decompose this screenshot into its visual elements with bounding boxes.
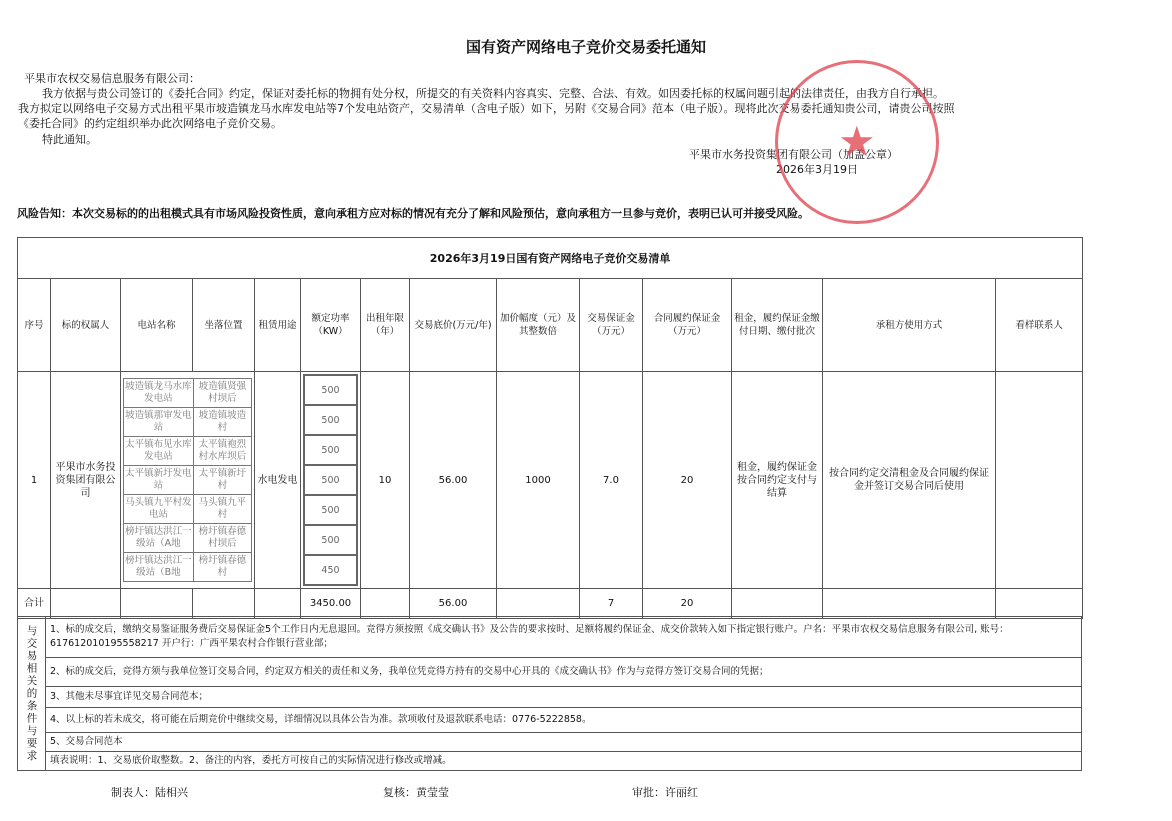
condition-item: 2、标的成交后，竞得方须与我单位签订交易合同，约定双方相关的责任和义务，我单位凭竞得方持有的交易中心开具的《成交确认书》作为与竞得方签订交易合同的凭据； [46,658,1082,687]
cell-use-mode: 按合同约定交清租金及合同履约保证金并签订交易合同后使用 [823,372,996,589]
list-item [124,408,252,437]
station-power: 500 [304,435,357,465]
station-location: 太平镇袍烈村水库坝后 [193,437,251,466]
header-cell: 额定功率（KW） [301,279,361,372]
list-item [124,553,252,582]
table-title: 2026年3月19日国有资产网络电子竞价交易清单 [18,238,1083,279]
station-name: 太平镇布见水库发电站 [124,437,194,466]
header-cell: 承租方使用方式 [823,279,996,372]
cell-increment: 1000 [497,372,580,589]
station-list [123,378,252,582]
station-power: 500 [304,405,357,435]
letter-paragraph-2b: 《委托合同》的约定组织举办此次网络电子竞价交易。 [18,117,282,130]
station-name: 榜圩镇达洪江一级站（A地 [124,524,194,553]
table-row [18,372,1083,589]
power-list [303,374,358,586]
station-list-cell [121,372,255,589]
letter-paragraph-1: 我方依据与贵公司签订的《委托合同》约定，保证对委托标的物拥有处分权，所提交的有关资料内容真实、完整、合法、有效。如因委托标的权属问题引起的法律责任，由我方自行承担。 [42,87,944,100]
header-cell: 出租年限（年） [361,279,410,372]
letter-closing: 特此通知。 [42,133,97,146]
station-location: 坡造镇贤强村坝后 [193,379,251,408]
station-power: 500 [304,525,357,555]
conditions-label: 与交易相关的条件与要求 [18,617,46,771]
station-location: 榜圩镇春德村 [193,553,251,582]
station-location: 太平镇新圩村 [193,466,251,495]
station-name: 榜圩镇达洪江一级站（B地 [124,553,194,582]
page-title: 国有资产网络电子竞价交易委托通知 [465,38,706,56]
header-cell: 租赁用途 [255,279,301,372]
station-power: 500 [304,375,357,405]
header-cell: 电站名称 [121,279,193,372]
cell-usage: 水电发电 [255,372,301,589]
station-name: 坡造镇那审发电站 [124,408,194,437]
signature-reviewer: 复核：黄莹莹 [383,786,449,799]
cell-price: 56.00 [410,372,497,589]
condition-item: 5、交易合同范本 [46,733,1082,752]
cell-years: 10 [361,372,410,589]
list-item [124,437,252,466]
transaction-table [17,237,1083,619]
total-row [18,589,1083,619]
greeting: 平果市农权交易信息服务有限公司： [24,72,200,85]
header-cell: 序号 [18,279,51,372]
station-name: 马头镇九平村发电站 [124,495,194,524]
list-item [124,466,252,495]
condition-item: 3、其他未尽事宜详见交易合同范本； [46,687,1082,708]
cell-payment: 租金，履约保证金按合同约定支付与结算 [732,372,823,589]
official-seal [775,60,939,224]
list-item [124,495,252,524]
header-cell: 看样联系人 [996,279,1083,372]
station-name: 太平镇新圩发电站 [124,466,194,495]
letter-paragraph-2a: 我方拟定以网络电子交易方式出租平果市坡造镇龙马水库发电站等7个发电站资产，交易清单（含电子版）如下，另附《交易合同》范本（电子版）。现将此次交易委托通知贵公司，请贵公司按照 [18,102,955,115]
list-item [124,379,252,408]
total-price: 56.00 [410,589,497,619]
header-cell: 标的权属人 [51,279,121,372]
total-performance-bond: 20 [643,589,732,619]
cell-owner: 平果市水务投资集团有限公司 [51,372,121,589]
signature-approver: 审批：许丽红 [632,786,698,799]
condition-item: 1、标的成交后，缴纳交易鉴证服务费后交易保证金5个工作日内无息退回。竞得方须按照《成交确认书》及公告的要求按时、足额将履约保证金、成交价款转入如下指定银行账户。户名：平果市农权交易信息服务有限公司, 账号：617612010195558217 开户行：广西平果农村合作银行营业部； [46,617,1082,658]
header-cell: 加价幅度（元）及其整数倍 [497,279,580,372]
condition-item: 4、以上标的若未成交，将可能在后期竞价中继续交易，详细情况以具体公告为准。款项收付及退款联系电话：0776-5222858。 [46,708,1082,733]
header-cell: 租金，履约保证金缴付日期、缴付批次 [732,279,823,372]
table-header-row [18,279,1083,372]
header-cell: 坐落位置 [193,279,255,372]
total-power: 3450.00 [301,589,361,619]
header-cell: 交易保证金（万元） [580,279,643,372]
station-location: 坡造镇坡造村 [193,408,251,437]
station-power: 500 [304,465,357,495]
fill-instructions: 填表说明：1、交易底价取整数。2、备注的内容，委托方可按自己的实际情况进行修改或增减。 [46,752,1082,771]
conditions-table [17,616,1082,771]
station-location: 榜圩镇春德村坝后 [193,524,251,553]
seal-star-icon: ★ [838,117,876,166]
station-power: 500 [304,495,357,525]
power-list-cell [301,372,361,589]
cell-performance-bond: 20 [643,372,732,589]
cell-contact [996,372,1083,589]
cell-seq: 1 [18,372,51,589]
letter-signer: 平果市水务投资集团有限公司（加盖公章） [689,148,898,161]
cell-deposit: 7.0 [580,372,643,589]
station-power: 450 [304,555,357,585]
header-cell: 交易底价(万元/年) [410,279,497,372]
station-name: 坡造镇龙马水库发电站 [124,379,194,408]
list-item [124,524,252,553]
letter-date: 2026年3月19日 [776,163,858,176]
station-location: 马头镇九平村 [193,495,251,524]
total-label: 合计 [18,589,51,619]
signature-maker: 制表人：陆相兴 [111,786,188,799]
header-cell: 合同履约保证金（万元） [643,279,732,372]
risk-notice: 风险告知：本次交易标的的出租模式具有市场风险投资性质，意向承租方应对标的情况有充分了解和风险预估，意向承租方一旦参与竞价，表明已认可并接受风险。 [17,207,809,220]
total-deposit: 7 [580,589,643,619]
